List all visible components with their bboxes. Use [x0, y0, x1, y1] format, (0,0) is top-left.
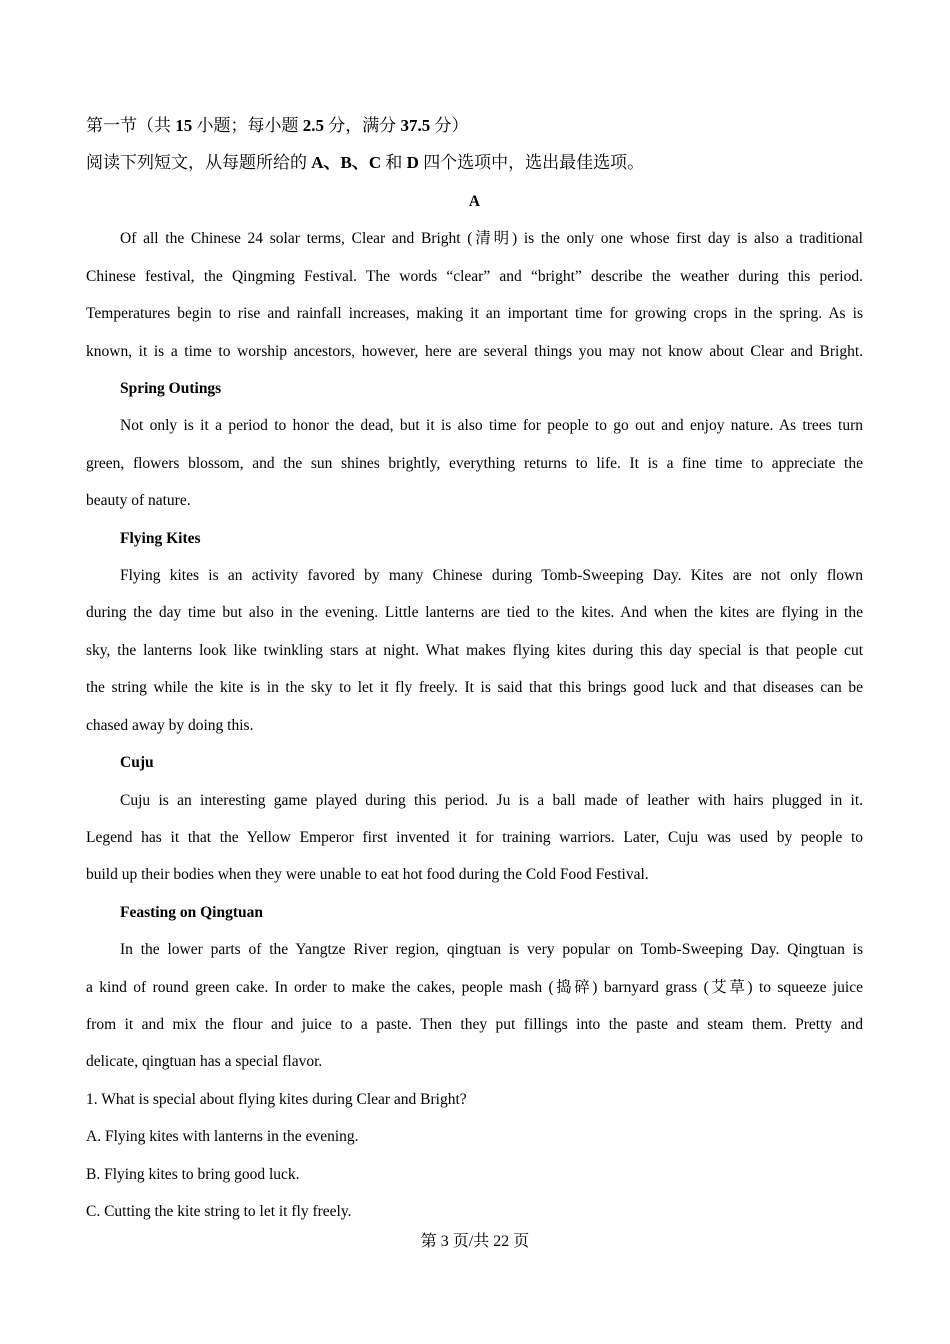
cuju-line-2: Legend has it that the Yellow Emperor first invented it for training warriors. Later, Cuju was used by people to: [86, 829, 863, 846]
kites-line-3: sky, the lanterns look like twinkling stars at night. What makes flying kites during this day special is that people cut: [86, 642, 863, 659]
heading-cuju: Cuju: [120, 754, 154, 771]
option-c: C. Cutting the kite string to let it fly freely.: [86, 1203, 352, 1220]
qingtuan-line-1: In the lower parts of the Yangtze River region, qingtuan is very popular on Tomb-Sweeping Day. Qingtuan is: [120, 941, 863, 958]
question-stem: 1. What is special about flying kites during Clear and Bright?: [86, 1091, 467, 1108]
cuju-line-1: Cuju is an interesting game played during this period. Ju is a ball made of leather with hairs plugged in it.: [120, 792, 863, 809]
intro-line-3: Temperatures begin to rise and rainfall increases, making it an important time for growing crops in the spring. As is: [86, 305, 863, 322]
qingtuan-line-4: delicate, qingtuan has a special flavor.: [86, 1053, 323, 1070]
spring-line-1: Not only is it a period to honor the dead, but it is also time for people to go out and enjoy nature. As trees turn: [120, 417, 863, 434]
qingtuan-line-3: from it and mix the flour and juice to a paste. Then they put fillings into the paste and steam them. Pretty and: [86, 1016, 863, 1033]
kites-line-4: the string while the kite is in the sky to let it fly freely. It is said that this brings good luck and that diseases can be: [86, 679, 863, 696]
intro-line-2: Chinese festival, the Qingming Festival. The words “clear” and “bright” describe the weather during this period.: [86, 268, 863, 285]
instruction: 阅读下列短文，从每题所给的 A、B、C 和 D 四个选项中，选出最佳选项。: [86, 153, 645, 172]
heading-spring-outings: Spring Outings: [120, 380, 222, 397]
spring-line-2: green, flowers blossom, and the sun shines brightly, everything returns to life. It is a fine time to appreciate the: [86, 455, 863, 472]
spring-line-3: beauty of nature.: [86, 492, 191, 509]
option-a: A. Flying kites with lanterns in the evening.: [86, 1128, 359, 1145]
kites-line-1: Flying kites is an activity favored by many Chinese during Tomb-Sweeping Day. Kites are not only flown: [120, 567, 863, 584]
kites-line-2: during the day time but also in the evening. Little lanterns are tied to the kites. And when the kites are flying in the: [86, 604, 863, 621]
passage-label: A: [468, 193, 481, 210]
intro-line-4: known, it is a time to worship ancestors, however, here are several things you may not know about Clear and Bright.: [86, 343, 863, 360]
option-b: B. Flying kites to bring good luck.: [86, 1166, 300, 1183]
kites-line-5: chased away by doing this.: [86, 717, 254, 734]
section-header: 第一节（共 15 小题；每小题 2.5 分，满分 37.5 分）: [86, 116, 469, 135]
heading-flying-kites: Flying Kites: [120, 530, 201, 547]
page-footer: 第 3 页/共 22 页: [420, 1233, 530, 1250]
qingtuan-line-2: a kind of round green cake. In order to make the cakes, people mash (捣碎) barnyard grass (艾草) to squeeze juice: [86, 979, 863, 996]
heading-qingtuan: Feasting on Qingtuan: [120, 904, 263, 921]
intro-line-1: Of all the Chinese 24 solar terms, Clear and Bright (清明) is the only one whose first day is also a traditional: [120, 230, 863, 247]
cuju-line-3: build up their bodies when they were unable to eat hot food during the Cold Food Festival.: [86, 866, 649, 883]
